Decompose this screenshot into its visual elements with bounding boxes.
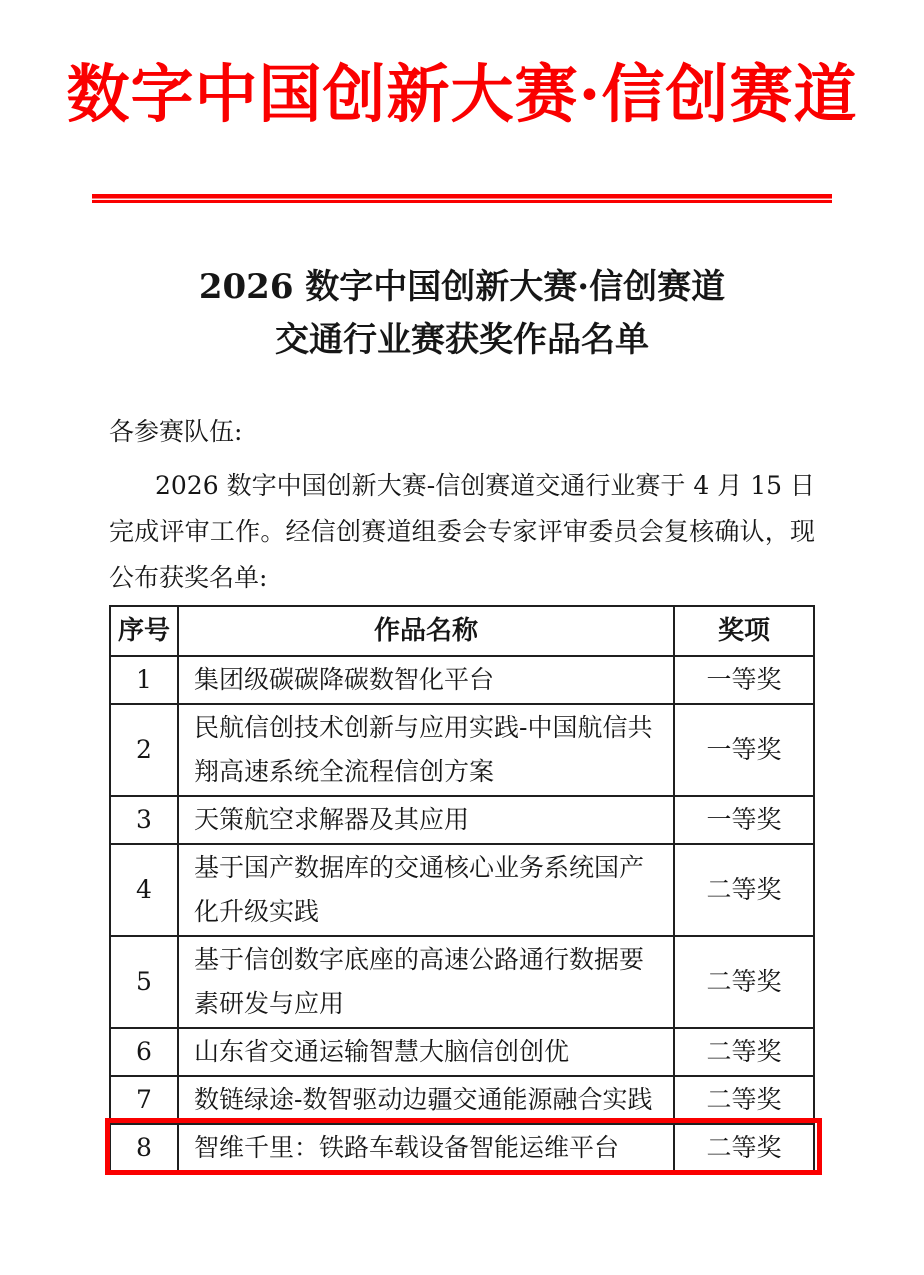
row-number: 6: [136, 1037, 152, 1066]
table-row: [111, 1075, 813, 1123]
award-level: 一等奖: [673, 705, 813, 795]
awards-table: [109, 605, 815, 1173]
work-name: 民航信创技术创新与应用实践-中国航信共翔高速系统全流程信创方案: [177, 705, 673, 795]
row-number: 8: [136, 1133, 152, 1162]
header-work-name: 作品名称: [177, 607, 673, 655]
work-name: 天策航空求解器及其应用: [177, 797, 673, 843]
header-serial-number: 序号: [117, 616, 170, 646]
award-level: 二等奖: [673, 1077, 813, 1123]
award-level: 一等奖: [673, 797, 813, 843]
table-row: [111, 843, 813, 935]
document-title-line1: 2026 数字中国创新大赛·信创赛道: [198, 267, 726, 307]
work-name: 基于国产数据库的交通核心业务系统国产化升级实践: [177, 845, 673, 935]
table-row: [111, 1123, 813, 1171]
work-name: 基于信创数字底座的高速公路通行数据要素研发与应用: [177, 937, 673, 1027]
announcement-paragraph: 2026 数字中国创新大赛-信创赛道交通行业赛于 4 月 15 日完成评审工作。经信创赛道组委会专家评审委员会复核确认，现公布获奖名单:: [109, 471, 815, 592]
salutation: 各参赛队伍:: [109, 417, 243, 446]
row-number: 1: [136, 665, 152, 694]
header-award: 奖项: [673, 607, 813, 655]
award-level: 二等奖: [673, 1125, 813, 1171]
red-divider-line: [92, 194, 832, 203]
work-name: 集团级碳碳降碳数智化平台: [177, 657, 673, 703]
document-page: [0, 46, 924, 1275]
row-number: 4: [136, 875, 152, 904]
award-level: 二等奖: [673, 937, 813, 1027]
document-title: [0, 261, 924, 367]
work-name: 数链绿途-数智驱动边疆交通能源融合实践: [177, 1077, 673, 1123]
award-level: 一等奖: [673, 657, 813, 703]
table-row: [111, 655, 813, 703]
work-name: 山东省交通运输智慧大脑信创创优: [177, 1029, 673, 1075]
masthead-title: 数字中国创新大赛·信创赛道: [66, 57, 858, 131]
table-row: [111, 1027, 813, 1075]
row-number: 5: [136, 967, 152, 996]
document-title-line2: 交通行业赛获奖作品名单: [275, 320, 649, 360]
award-level: 二等奖: [673, 1029, 813, 1075]
table-row: [111, 935, 813, 1027]
award-level: 二等奖: [673, 845, 813, 935]
document-body: [109, 415, 815, 1173]
table-header-row: [111, 607, 813, 655]
row-number: 7: [136, 1085, 152, 1114]
table-row: [111, 795, 813, 843]
table-row: [111, 703, 813, 795]
row-number: 3: [136, 805, 152, 834]
work-name: 智维千里：铁路车载设备智能运维平台: [177, 1125, 673, 1171]
row-number: 2: [136, 735, 152, 764]
